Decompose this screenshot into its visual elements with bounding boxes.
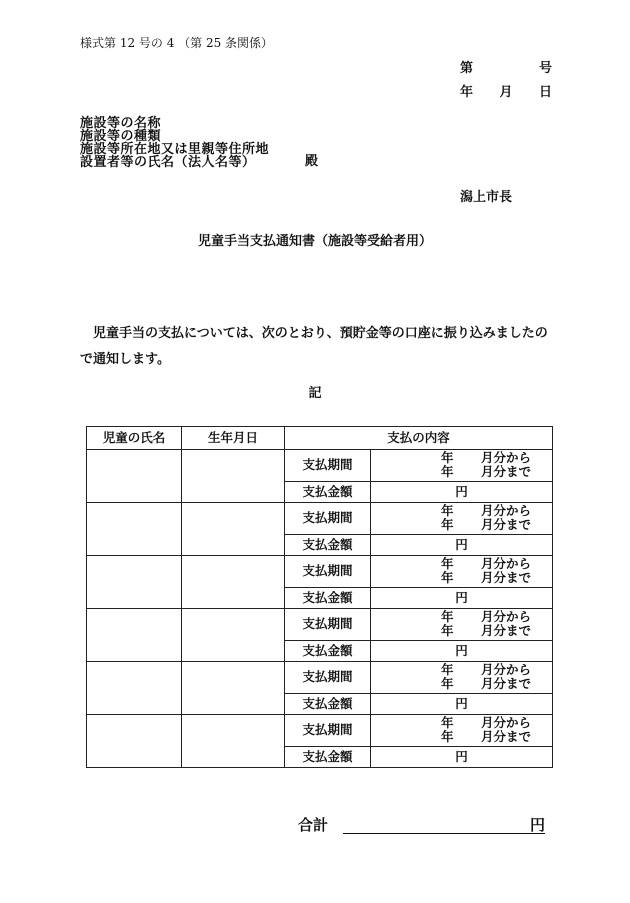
period-value-cell[interactable] — [371, 609, 553, 641]
amount-value-cell[interactable]: 円 — [371, 694, 553, 715]
period-value-cell[interactable] — [371, 662, 553, 694]
child-name-cell[interactable] — [87, 609, 182, 662]
period-label: 支払期間 — [285, 715, 371, 747]
form-number: 様式第 12 号の 4 （第 25 条関係） — [80, 36, 274, 50]
period-from — [441, 558, 536, 571]
amount-value-cell[interactable]: 円 — [371, 535, 553, 556]
document-number-suffix: 号 — [538, 61, 552, 76]
body-text: 児童手当の支払については、次のとおり、預貯金等の口座に振り込みましたので通知します。 — [80, 326, 548, 367]
amount-label: 支払金額 — [285, 694, 371, 715]
period-from — [441, 505, 536, 518]
period-value-cell[interactable] — [371, 450, 553, 482]
period-from-month: 月分から — [481, 503, 532, 518]
period-from-year: 年 — [441, 609, 454, 624]
payment-table — [86, 426, 553, 768]
amount-value-cell[interactable]: 円 — [371, 747, 553, 768]
period-from — [441, 664, 536, 677]
period-from — [441, 717, 536, 730]
child-name-cell[interactable] — [87, 503, 182, 556]
ki-heading: 記 — [308, 386, 322, 401]
period-from-year: 年 — [441, 450, 454, 465]
period-label: 支払期間 — [285, 503, 371, 535]
birthdate-cell[interactable] — [182, 556, 285, 609]
date-month: 月 — [499, 85, 513, 100]
amount-label: 支払金額 — [285, 535, 371, 556]
amount-label: 支払金額 — [285, 747, 371, 768]
period-value-cell[interactable] — [371, 503, 553, 535]
period-to-month: 月分まで — [481, 729, 532, 744]
table-body — [87, 450, 553, 768]
period-from — [441, 611, 536, 624]
birthdate-cell[interactable] — [182, 609, 285, 662]
document-title: 児童手当支払通知書（施設等受給者用） — [197, 234, 432, 249]
table-row-period — [87, 556, 553, 588]
period-to — [441, 678, 536, 691]
total-label: 合計 — [298, 816, 329, 834]
total-amount-field[interactable] — [343, 816, 545, 834]
date-day: 日 — [538, 85, 552, 100]
table-row-period — [87, 450, 553, 482]
amount-value-cell[interactable]: 円 — [371, 482, 553, 503]
period-from-year: 年 — [441, 503, 454, 518]
period-value-cell[interactable] — [371, 715, 553, 747]
header-birthdate: 生年月日 — [182, 427, 285, 450]
period-from-year: 年 — [441, 715, 454, 730]
amount-value-cell[interactable]: 円 — [371, 588, 553, 609]
child-name-cell[interactable] — [87, 450, 182, 503]
period-from-year: 年 — [441, 556, 454, 571]
period-value-cell[interactable] — [371, 556, 553, 588]
period-label: 支払期間 — [285, 450, 371, 482]
birthdate-cell[interactable] — [182, 662, 285, 715]
issue-date — [460, 86, 552, 99]
issuer: 潟上市長 — [460, 190, 513, 205]
addressee-address: 施設等所在地又は里親等住所地 — [80, 142, 270, 157]
period-to-month: 月分まで — [481, 676, 532, 691]
period-label: 支払期間 — [285, 556, 371, 588]
period-from-month: 月分から — [481, 450, 532, 465]
date-year: 年 — [460, 85, 474, 100]
period-to-month: 月分まで — [481, 464, 532, 479]
period-to-month: 月分まで — [481, 517, 532, 532]
period-to — [441, 731, 536, 744]
child-name-cell[interactable] — [87, 662, 182, 715]
table-row-period — [87, 609, 553, 641]
birthdate-cell[interactable] — [182, 715, 285, 768]
period-label: 支払期間 — [285, 662, 371, 694]
addressee-block — [80, 117, 269, 169]
period-from-month: 月分から — [481, 662, 532, 677]
period-to-year: 年 — [441, 464, 454, 479]
birthdate-cell[interactable] — [182, 450, 285, 503]
birthdate-cell[interactable] — [182, 503, 285, 556]
period-from-month: 月分から — [481, 715, 532, 730]
period-to — [441, 519, 536, 532]
period-to-year: 年 — [441, 729, 454, 744]
period-to-year: 年 — [441, 570, 454, 585]
table-row-period — [87, 662, 553, 694]
period-to — [441, 466, 536, 479]
document-number — [460, 62, 552, 75]
table-row-period — [87, 503, 553, 535]
amount-label: 支払金額 — [285, 641, 371, 662]
child-name-cell[interactable] — [87, 556, 182, 609]
amount-label: 支払金額 — [285, 482, 371, 503]
amount-value-cell[interactable]: 円 — [371, 641, 553, 662]
period-from-month: 月分から — [481, 556, 532, 571]
period-to-year: 年 — [441, 517, 454, 532]
period-from-month: 月分から — [481, 609, 532, 624]
child-name-cell[interactable] — [87, 715, 182, 768]
period-from-year: 年 — [441, 662, 454, 677]
addressee-facility-type: 施設等の種類 — [80, 129, 162, 144]
period-label: 支払期間 — [285, 609, 371, 641]
period-from — [441, 452, 536, 465]
document-number-prefix: 第 — [460, 61, 474, 76]
table-header-row — [87, 427, 553, 450]
table-row-period — [87, 715, 553, 747]
period-to — [441, 625, 536, 638]
addressee-facility-name: 施設等の名称 — [80, 116, 162, 131]
honorific: 殿 — [305, 154, 319, 169]
period-to-year: 年 — [441, 623, 454, 638]
period-to-month: 月分まで — [481, 570, 532, 585]
total-yen: 円 — [530, 816, 546, 834]
period-to — [441, 572, 536, 585]
addressee-owner-name: 設置者等の氏名（法人名等） — [80, 155, 256, 170]
period-to-month: 月分まで — [481, 623, 532, 638]
period-to-year: 年 — [441, 676, 454, 691]
header-payment-content: 支払の内容 — [285, 427, 553, 450]
amount-label: 支払金額 — [285, 588, 371, 609]
header-child-name: 児童の氏名 — [87, 427, 182, 450]
